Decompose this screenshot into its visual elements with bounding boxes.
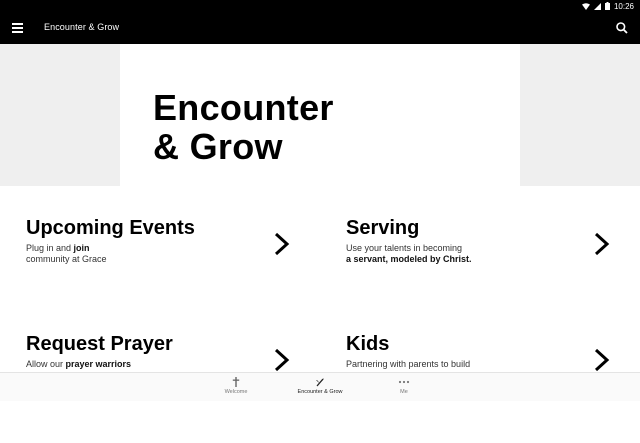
- app-title: Encounter & Grow: [44, 22, 120, 32]
- nav-item-welcome[interactable]: [191, 375, 281, 401]
- tile-description: Plug in and join community at Grace: [26, 243, 107, 264]
- tile-description: Partnering with parents to build: [346, 359, 471, 369]
- status-bar: [0, 0, 640, 12]
- cross-icon: [232, 377, 240, 387]
- chevron-right-icon: [593, 348, 611, 372]
- tile-title: Kids: [346, 333, 390, 355]
- hero-title: Encounter & Grow: [153, 87, 334, 167]
- signal-icon: [594, 3, 601, 10]
- more-icon: [398, 377, 410, 387]
- chevron-right-icon: [273, 348, 291, 372]
- search-icon[interactable]: [615, 21, 629, 35]
- bottom-navigation: [0, 372, 640, 401]
- tile-description: Use your talents in becoming a servant, modeled by Christ.: [346, 243, 472, 264]
- chevron-right-icon: [593, 232, 611, 256]
- chevron-right-icon: [273, 232, 291, 256]
- hero-card: [120, 44, 520, 186]
- tile-serving[interactable]: [346, 217, 640, 327]
- status-time: 10:26: [613, 1, 634, 11]
- menu-icon[interactable]: [12, 23, 23, 33]
- tile-title: Upcoming Events: [26, 217, 195, 239]
- battery-icon: [605, 2, 610, 10]
- hero-banner: [0, 44, 640, 186]
- nav-item-encounter-grow[interactable]: [275, 375, 365, 401]
- nav-label: Me: [400, 389, 408, 395]
- tile-title: Request Prayer: [26, 333, 173, 355]
- nav-label: Welcome: [224, 389, 248, 395]
- tile-title: Serving: [346, 217, 420, 239]
- sprout-icon: [315, 377, 325, 387]
- app-bar: [0, 12, 640, 44]
- nav-label: Encounter & Grow: [297, 389, 343, 395]
- tile-description: Allow our prayer warriors: [26, 359, 132, 369]
- wifi-icon: [582, 3, 590, 10]
- tile-upcoming-events[interactable]: [26, 217, 326, 327]
- nav-item-me[interactable]: [359, 375, 449, 401]
